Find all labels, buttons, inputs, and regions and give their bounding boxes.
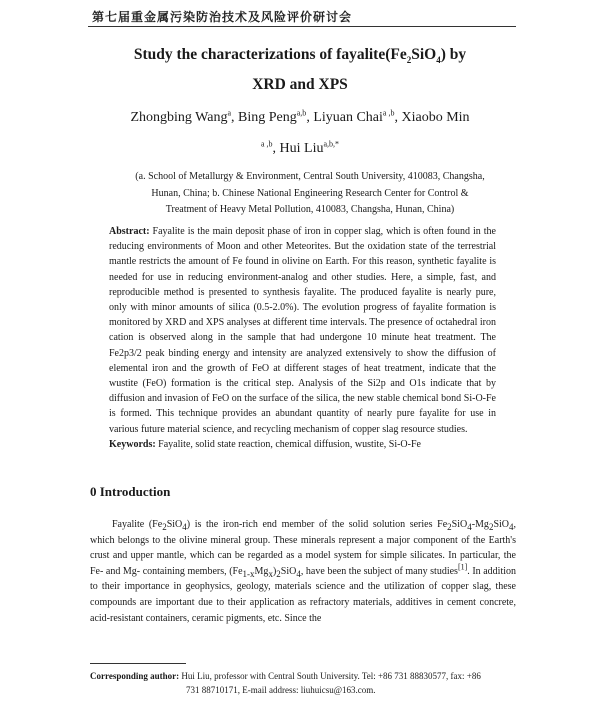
intro-sub: 4 bbox=[296, 568, 301, 579]
keywords-text: Fayalite, solid state reaction, chemical diffusion, wustite, Si-O-Fe bbox=[158, 438, 421, 450]
footnote-label: Corresponding author: bbox=[90, 671, 180, 681]
author-name: Zhongbing Wang bbox=[130, 110, 228, 125]
author-name: , Hui Liu bbox=[272, 141, 324, 156]
header-rule bbox=[88, 26, 516, 27]
keywords-label: Keywords: bbox=[109, 438, 156, 450]
introduction-body bbox=[90, 517, 516, 626]
intro-sub: 2 bbox=[488, 522, 494, 532]
title-part: Study the characterizations of fayalite(Fe bbox=[133, 46, 407, 63]
abstract-paragraph bbox=[109, 224, 496, 437]
intro-text: ) is the iron-rich end member of the solid solution series Fe bbox=[186, 519, 448, 530]
intro-text: SiO bbox=[280, 565, 297, 577]
intro-text: SiO bbox=[451, 519, 468, 530]
intro-text: ) bbox=[272, 565, 277, 577]
intro-text: Fayalite (Fe bbox=[112, 519, 163, 530]
footnote-line-1 bbox=[90, 670, 520, 684]
intro-sub: 2 bbox=[276, 568, 281, 579]
title-sub: 2 bbox=[406, 55, 412, 66]
author-name: , Liyuan Chai bbox=[306, 110, 383, 125]
affiliation-line-1: (a. School of Metallurgy & Environment, Central South University, 410083, Changsha, bbox=[135, 171, 485, 182]
author-affil-mark: a,b,* bbox=[323, 139, 340, 149]
author-list-line-2 bbox=[60, 140, 540, 158]
intro-text: Mg bbox=[254, 565, 269, 577]
footnote-text: Hui Liu, professor with Central South University. Tel: +86 731 88830577, fax: +86 bbox=[181, 671, 481, 681]
intro-sub: 4 bbox=[467, 522, 472, 532]
footnote-rule bbox=[90, 663, 186, 664]
abstract-block bbox=[109, 224, 496, 452]
title-sub: 4 bbox=[436, 55, 441, 66]
affiliation-line-3: Treatment of Heavy Metal Pollution, 410083, Changsha, Hunan, China) bbox=[165, 204, 455, 215]
affiliation-line-2: Hunan, China; b. Chinese National Engineering Research Center for Control & bbox=[151, 188, 469, 199]
intro-sub: 4 bbox=[509, 522, 514, 532]
author-list-line-1 bbox=[60, 109, 540, 127]
abstract-text: Fayalite is the main deposit phase of iron in copper slag, which is often found in the reducing environments of Moon and other Meteorites. But the oxidation state of the terrestrial mantle restricts the amount of Fe found in olivine on Earth. For this reason, synthetic fayalite is needed for use in reducing environment-analog and other studies. Here, a simple, fast, and reproducible method is presented to synthesis fayalite. The produced fayalite is nearly pure, only with minor amounts of silica (0.5-2.0%). The evolution progress of fayalite formation is monitored by XRD and XPS analyses at different time intervals. The presence of octahedral iron cation is observed along in the sample that had undergone 10 minute heat treatment. The Fe2p3/2 peak binding energy and intensity are analyzed extensively to show the diffusion of elemental iron and the growth of FeO at different stages of heat treatment, indicate that the wustite (FeO) formation is the critical step. Analysis of the Si2p and O1s indicate that by diffusion and invasion of FeO on the surface of the silica, the new stable chemical bond Si-O-Fe is formed. This technique provides an abundant quantity of nearly pure fayalite for use in various future material science, and recycling mechanism of copper slag resource studies. bbox=[109, 226, 496, 435]
paper-title-line-2: XRD and XPS bbox=[252, 76, 348, 93]
title-part: ) by bbox=[440, 46, 467, 63]
abstract-label: Abstract: bbox=[109, 226, 150, 237]
author-affil-mark: a ,b bbox=[382, 108, 395, 118]
corresponding-author-footnote bbox=[90, 670, 520, 697]
author-name: , Xiaobo Min bbox=[394, 110, 470, 125]
keywords-paragraph bbox=[109, 437, 496, 452]
author-affil-mark: a,b bbox=[296, 108, 307, 118]
introduction-paragraph bbox=[90, 517, 516, 626]
author-affil-mark: a bbox=[227, 108, 232, 118]
intro-sub: 4 bbox=[182, 522, 187, 532]
paper-title-line-1 bbox=[60, 45, 540, 65]
intro-text: SiO bbox=[166, 519, 183, 530]
author-affil-mark: a ,b bbox=[260, 139, 273, 149]
author-name: , Bing Peng bbox=[231, 110, 297, 125]
intro-text: , have been the subject of many studies bbox=[300, 565, 458, 577]
intro-sub: 2 bbox=[447, 522, 452, 532]
section-heading-introduction: 0 Introduction bbox=[90, 484, 171, 499]
title-part: SiO bbox=[411, 46, 437, 63]
intro-text: SiO bbox=[493, 519, 509, 530]
intro-text: . In addition to their importance in geophysics, geology, materials science and the utilization of copper slag, these compounds are important due to their application as refractory materials, additives in cement concrete, acid-resistant containers, ceramic pigments, etc. Since the bbox=[90, 565, 517, 624]
intro-sub: x bbox=[268, 568, 273, 579]
intro-text: , which belongs to the olivine mineral group. These minerals represent a major component of the Earth's crust and upper mantle, which can be regarded as a model system for simple silicates. In particular, the Fe- and Mg- containing members, (Fe bbox=[90, 519, 516, 577]
citation-ref: [1] bbox=[457, 562, 468, 572]
intro-text: -Mg bbox=[471, 519, 489, 530]
footnote-line-2: 731 88710171, E-mail address: liuhuicsu@163.com. bbox=[186, 684, 376, 695]
running-header: 第七届重金属污染防治技术及风险评价研讨会 bbox=[92, 10, 353, 24]
intro-sub: 2 bbox=[162, 522, 167, 532]
intro-sub: 1-x bbox=[242, 568, 255, 579]
